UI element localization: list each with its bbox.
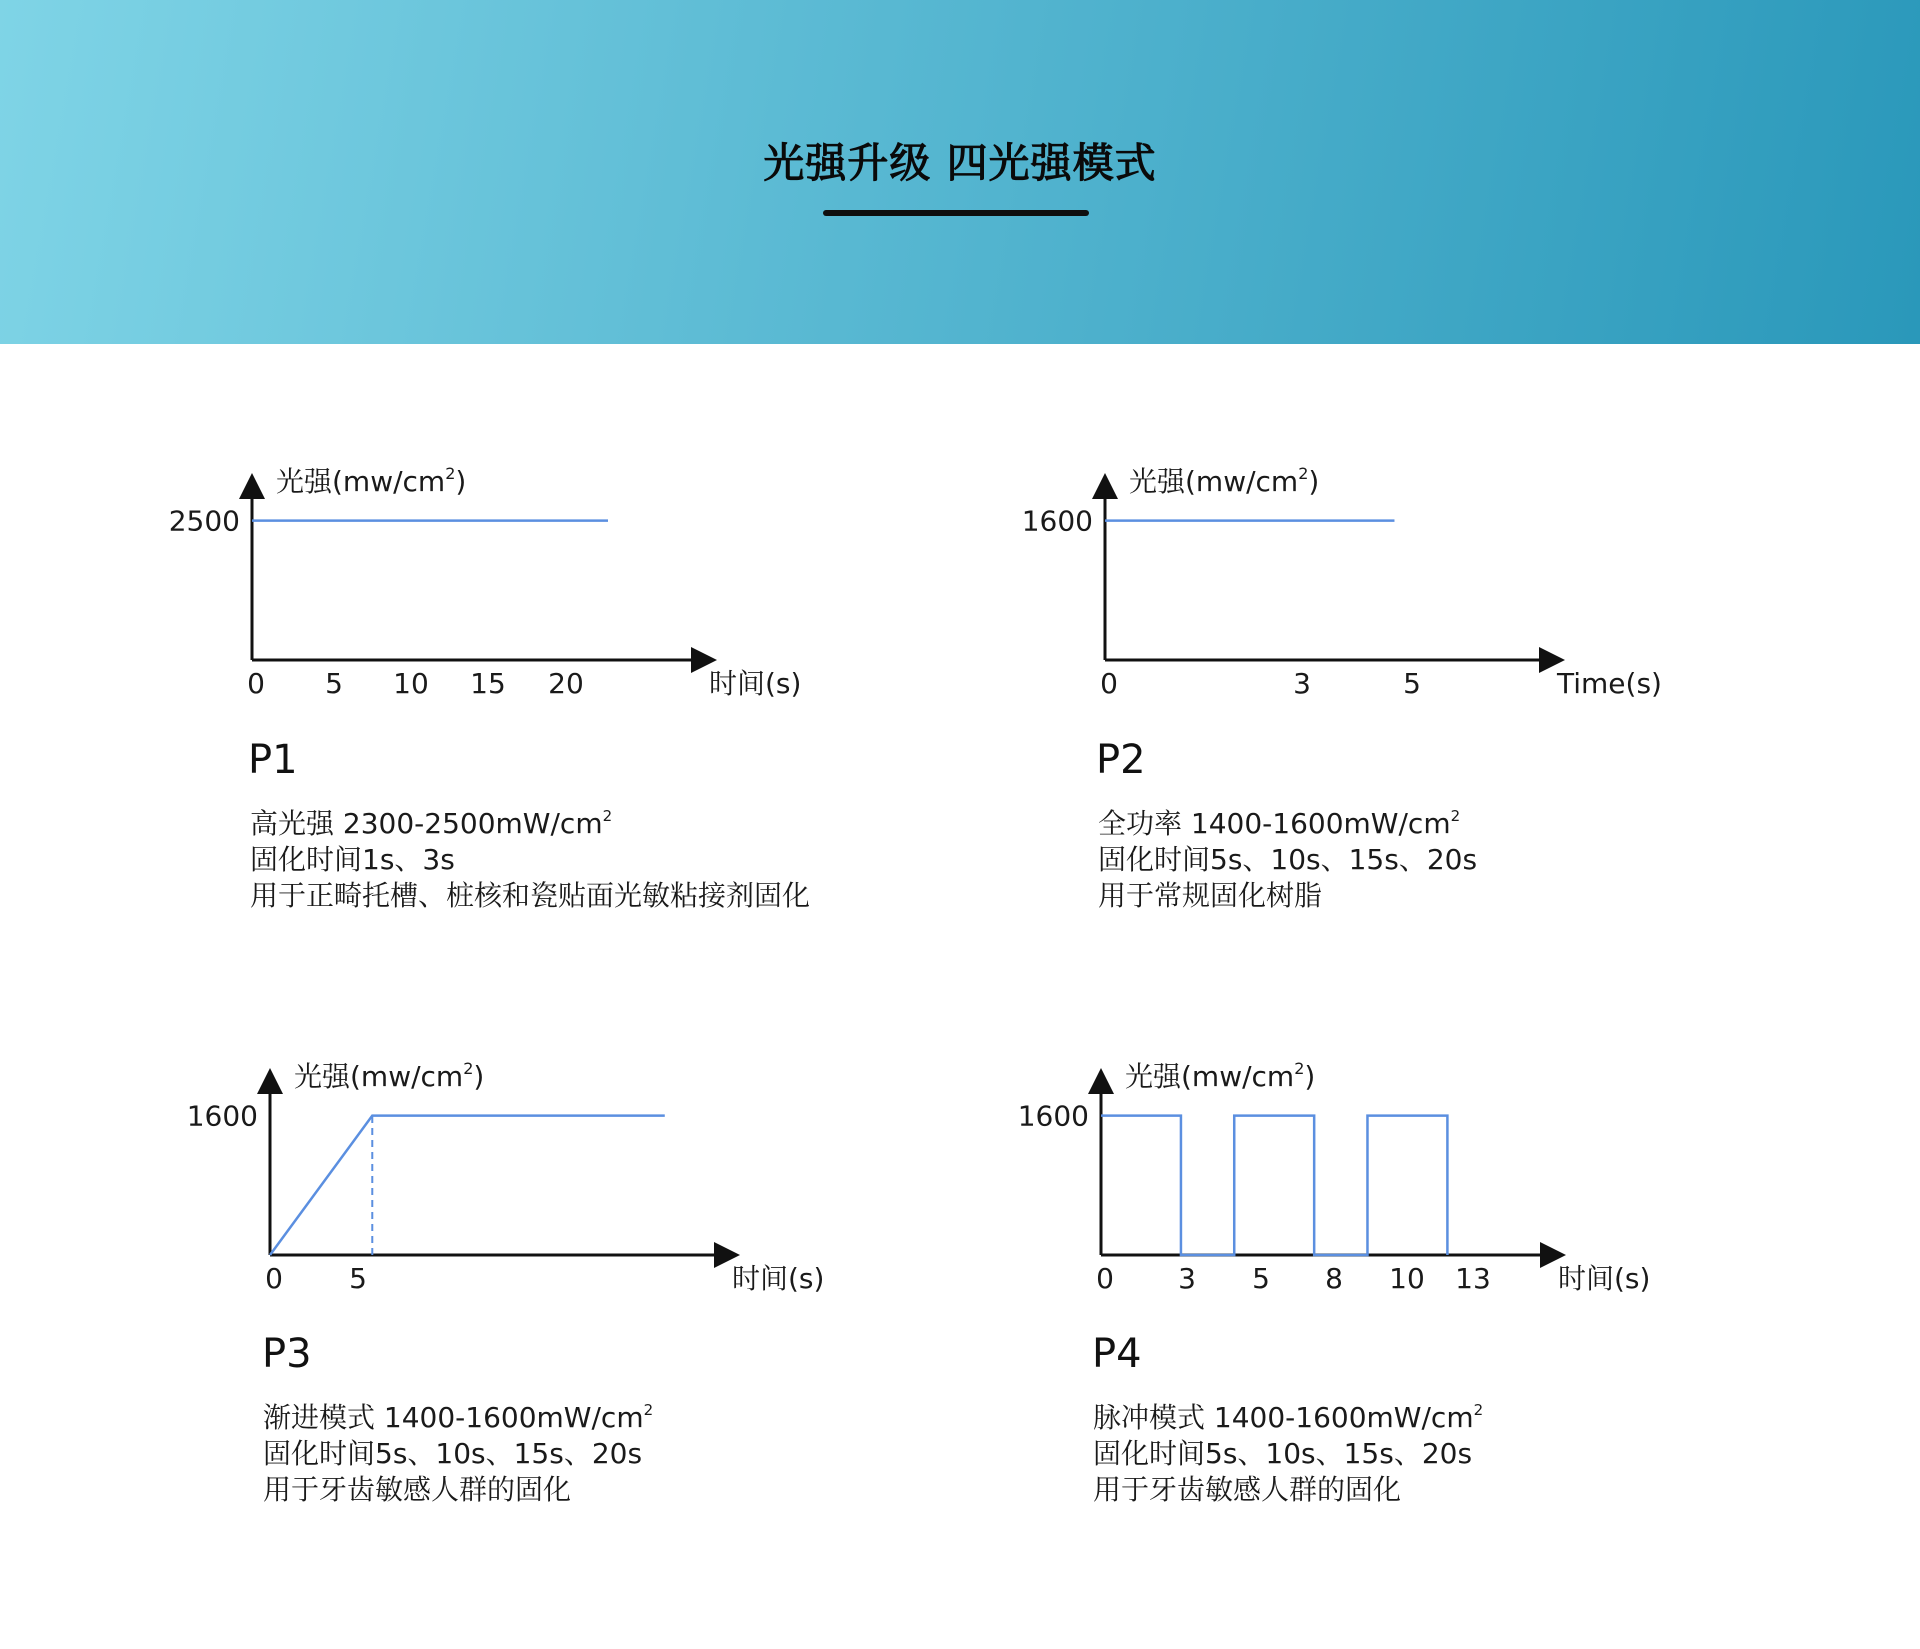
- usage-text: 用于牙齿敏感人群的固化: [1093, 1473, 1402, 1506]
- panel-mode-line: [1098, 798, 1477, 842]
- y-axis-arrow: [257, 1068, 283, 1094]
- x-tick-label: 0: [1100, 667, 1118, 700]
- intensity-range: 1400-1600mW/cm: [1213, 1401, 1474, 1434]
- chart-p3: [170, 1050, 830, 1310]
- cure-time: 固化时间5s、10s、15s、20s: [1093, 1437, 1473, 1470]
- panel-code-p3: P3: [262, 1331, 312, 1377]
- y-axis-label-main: 光强(mw/cm: [276, 465, 446, 498]
- y-axis-arrow: [239, 473, 265, 499]
- mode-prefix: 脉冲模式: [1093, 1401, 1214, 1434]
- panel-desc-p4: [1093, 1392, 1483, 1508]
- unit-superscript: 2: [602, 807, 613, 825]
- y-axis-label-close: ): [473, 1060, 485, 1093]
- x-tick-label: 3: [1178, 1262, 1196, 1295]
- panel-code-p1: P1: [248, 737, 298, 783]
- header-banner: [0, 0, 1920, 344]
- mode-prefix: 全功率: [1098, 807, 1191, 840]
- y-axis-label: [1129, 464, 1319, 498]
- x-tick-label: 0: [1096, 1262, 1114, 1295]
- intensity-range: 2300-2500mW/cm: [342, 807, 603, 840]
- y-axis-arrow: [1092, 473, 1118, 499]
- y-axis-label-superscript: 2: [1298, 464, 1309, 483]
- x-tick-label: 5: [325, 667, 343, 700]
- mode-prefix: 高光强: [250, 807, 343, 840]
- x-tick-label: 5: [1403, 667, 1421, 700]
- cure-time: 固化时间5s、10s、15s、20s: [1098, 843, 1478, 876]
- y-tick-label: 1600: [1021, 504, 1093, 538]
- chart-p4: [1000, 1050, 1690, 1310]
- x-tick-label: 5: [349, 1262, 367, 1295]
- x-axis-label: 时间(s): [732, 1262, 825, 1295]
- y-tick-label: 1600: [186, 1099, 258, 1133]
- y-axis-label-superscript: 2: [463, 1059, 474, 1078]
- y-tick-label: 2500: [168, 504, 240, 538]
- intensity-range: 1400-1600mW/cm: [1190, 807, 1451, 840]
- y-axis-label-close: ): [1308, 465, 1320, 498]
- panel-mode-line: [1093, 1392, 1483, 1436]
- unit-superscript: 2: [1450, 807, 1461, 825]
- usage-text: 用于正畸托槽、桩核和瓷贴面光敏粘接剂固化: [250, 879, 811, 912]
- page-title: 光强升级 四光强模式: [763, 139, 1157, 187]
- x-axis-label: 时间(s): [1558, 1262, 1651, 1295]
- x-tick-label: 13: [1455, 1262, 1491, 1295]
- x-axis-label: Time(s): [1557, 667, 1662, 700]
- y-axis-label: [1125, 1059, 1315, 1093]
- y-axis-label-close: ): [1304, 1060, 1316, 1093]
- panel-mode-line: [250, 798, 810, 842]
- unit-superscript: 2: [1473, 1401, 1484, 1419]
- chart-p1: [150, 455, 810, 715]
- x-tick-label: 3: [1293, 667, 1311, 700]
- series-line: [270, 1116, 665, 1255]
- panel-desc-p2: [1098, 798, 1477, 914]
- panel-desc-p3: [263, 1392, 653, 1508]
- x-tick-label: 5: [1252, 1262, 1270, 1295]
- intensity-range: 1400-1600mW/cm: [383, 1401, 644, 1434]
- y-axis-label-main: 光强(mw/cm: [1125, 1060, 1295, 1093]
- title-underline: [823, 210, 1089, 216]
- unit-superscript: 2: [643, 1401, 654, 1419]
- x-tick-label: 10: [393, 667, 429, 700]
- panel-code-p4: P4: [1092, 1331, 1142, 1377]
- usage-text: 用于常规固化树脂: [1098, 879, 1323, 912]
- y-axis-label: [294, 1059, 484, 1093]
- mode-prefix: 渐进模式: [263, 1401, 384, 1434]
- x-tick-label: 8: [1325, 1262, 1343, 1295]
- panel-code-p2: P2: [1096, 737, 1146, 783]
- x-tick-label: 0: [247, 667, 265, 700]
- cure-time: 固化时间5s、10s、15s、20s: [263, 1437, 643, 1470]
- y-axis-label-main: 光强(mw/cm: [294, 1060, 464, 1093]
- panel-mode-line: [263, 1392, 653, 1436]
- y-axis-arrow: [1088, 1068, 1114, 1094]
- cure-time: 固化时间1s、3s: [250, 843, 455, 876]
- chart-p2: [1000, 455, 1700, 715]
- x-tick-label: 0: [265, 1262, 283, 1295]
- x-tick-label: 20: [548, 667, 584, 700]
- y-axis-label: [276, 464, 466, 498]
- y-axis-label-close: ): [455, 465, 467, 498]
- series-line: [1101, 1116, 1447, 1255]
- y-axis-label-superscript: 2: [1294, 1059, 1305, 1078]
- x-tick-label: 15: [470, 667, 506, 700]
- y-tick-label: 1600: [1017, 1099, 1089, 1133]
- x-tick-label: 10: [1389, 1262, 1425, 1295]
- panel-desc-p1: [250, 798, 810, 914]
- x-axis-label: 时间(s): [709, 667, 802, 700]
- y-axis-label-superscript: 2: [445, 464, 456, 483]
- usage-text: 用于牙齿敏感人群的固化: [263, 1473, 572, 1506]
- y-axis-label-main: 光强(mw/cm: [1129, 465, 1299, 498]
